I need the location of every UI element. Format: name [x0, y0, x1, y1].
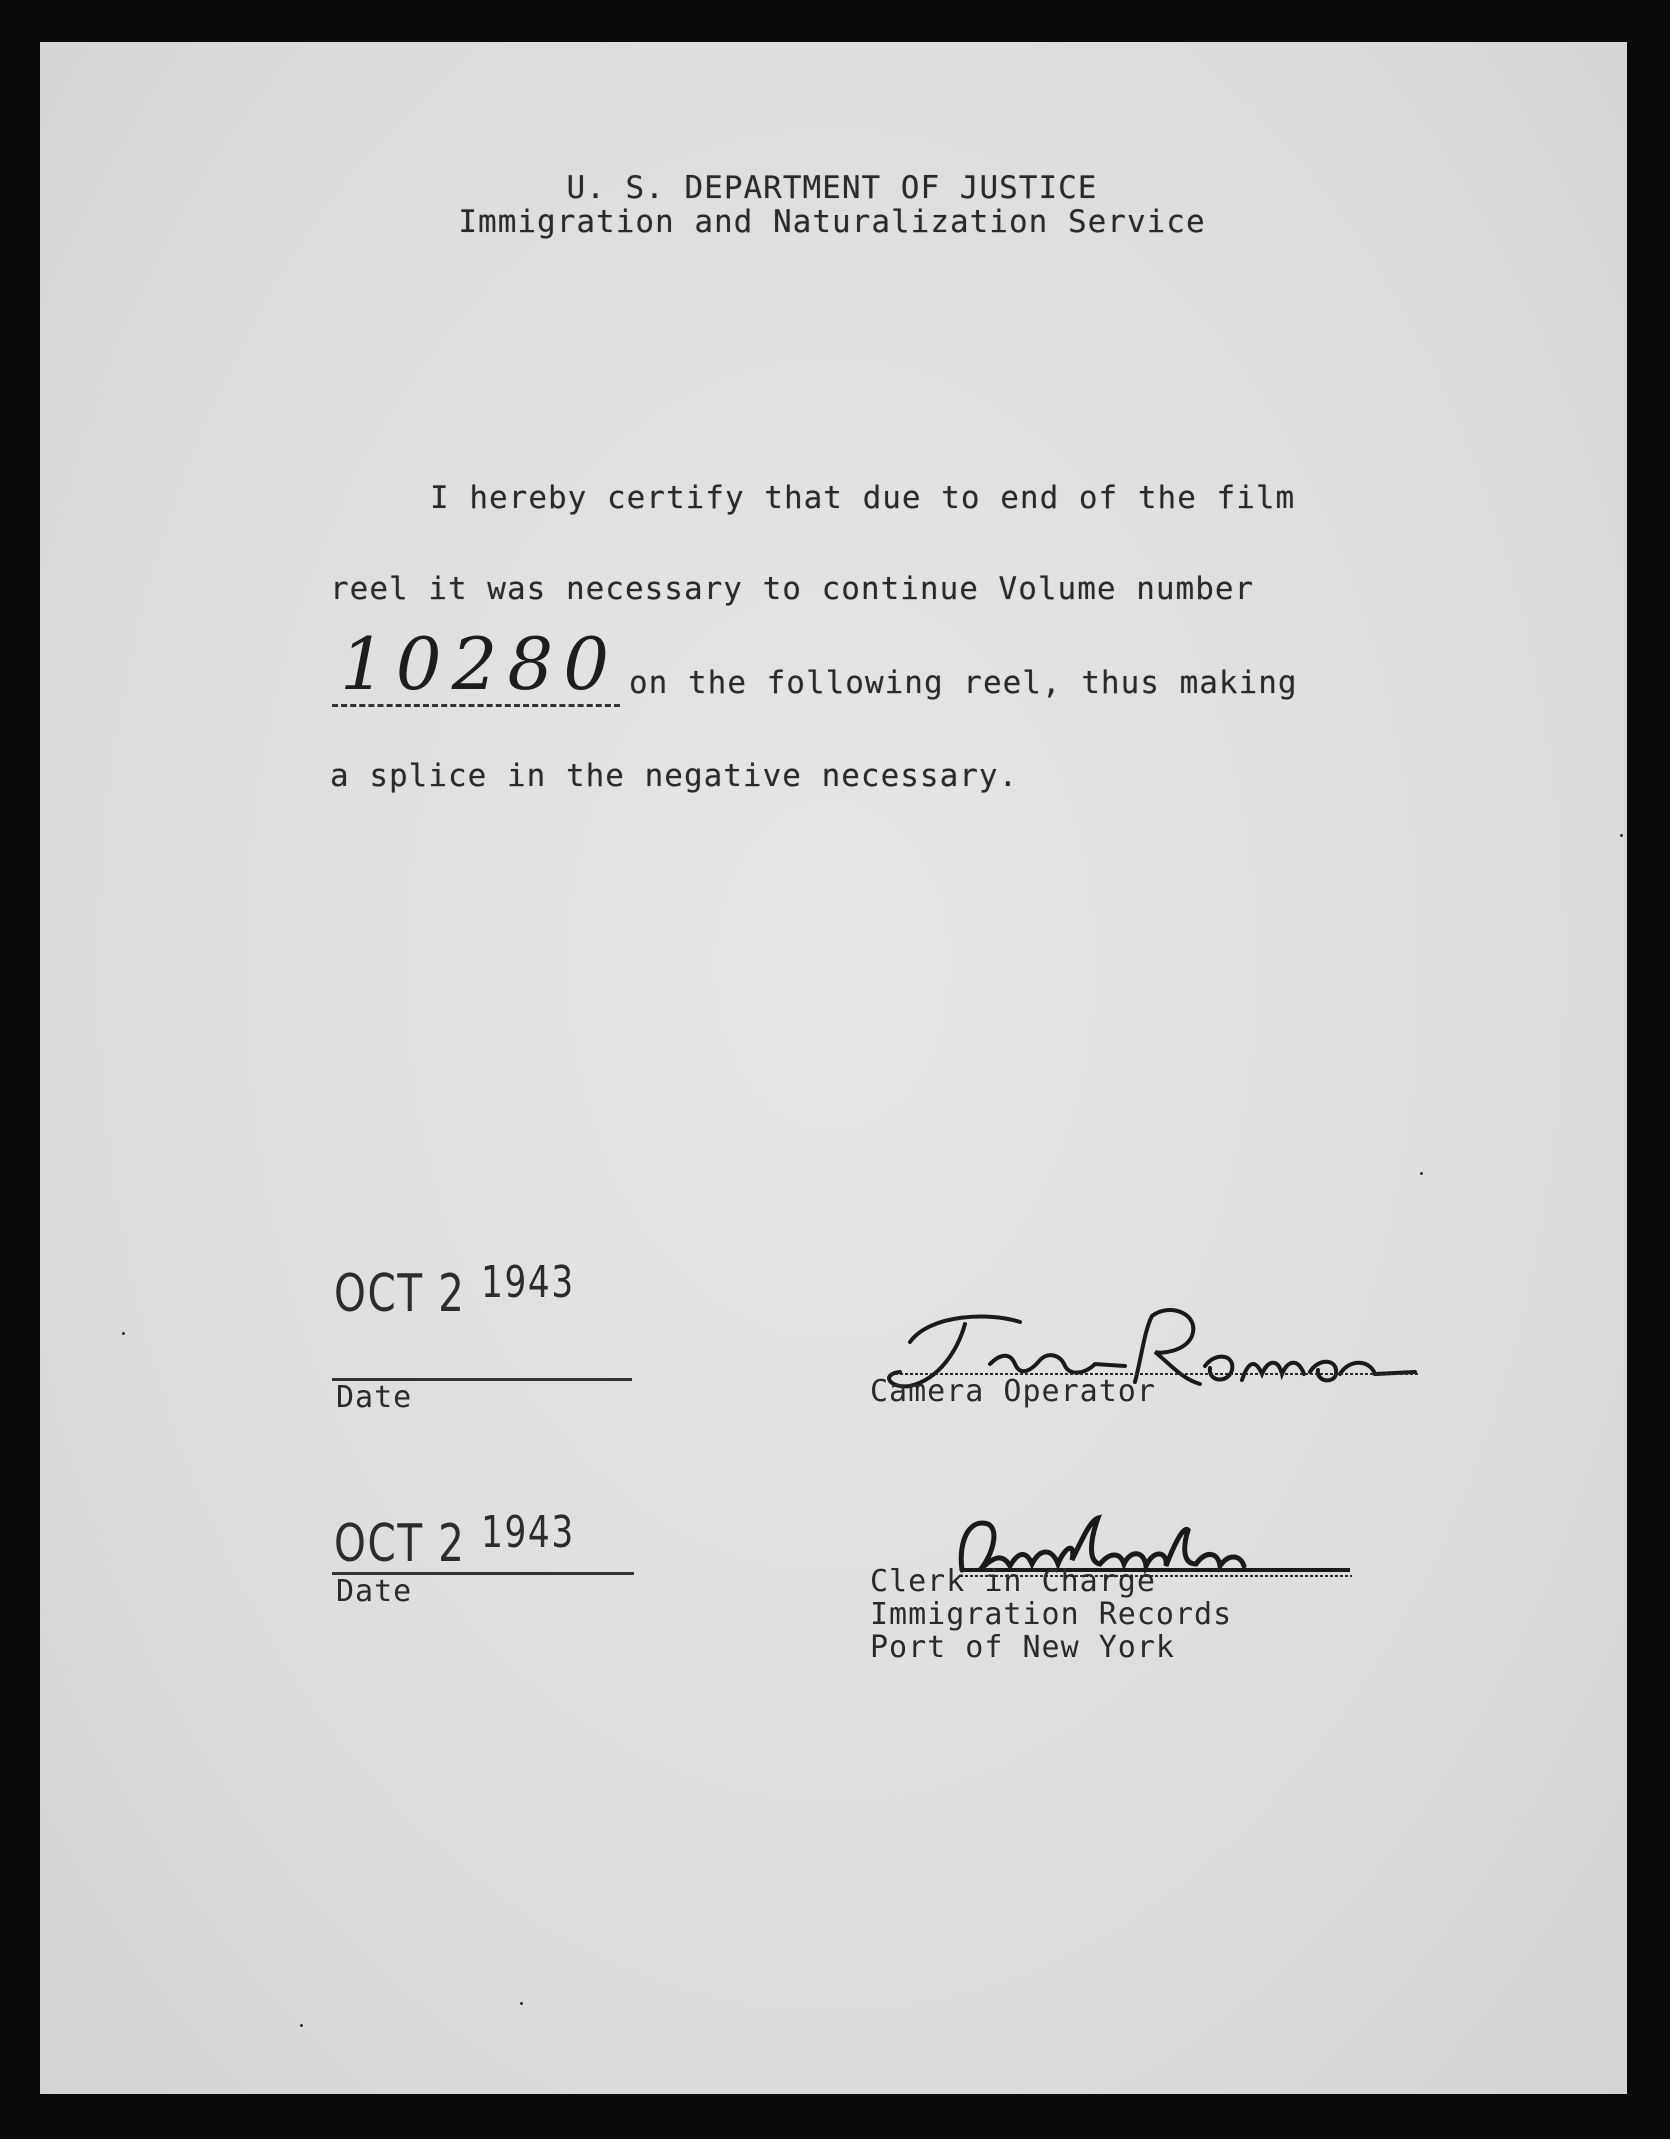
- certificate-line-4: a splice in the negative necessary.: [330, 758, 1019, 794]
- certificate-line-3: on the following reel, thus making: [629, 665, 1298, 701]
- date-stamp-2-month-day: OCT 2: [334, 1514, 466, 1574]
- clerk-title-line-2: Immigration Records: [870, 1597, 1233, 1632]
- scan-speck: [300, 2024, 303, 2027]
- volume-number-underline: [332, 704, 620, 707]
- date-stamp-1-year: 1943: [481, 1257, 575, 1308]
- scan-speck: [1420, 1172, 1423, 1175]
- date-stamp-1-month-day: OCT 2: [334, 1264, 466, 1324]
- certificate-line-1: I hereby certify that due to end of the film: [430, 480, 1296, 516]
- date-stamp-2: [334, 1507, 575, 1574]
- department-heading: U. S. DEPARTMENT OF JUSTICE: [566, 170, 1098, 206]
- certificate-line-2: reel it was necessary to continue Volume number: [330, 571, 1255, 607]
- service-subheading: Immigration and Naturalization Service: [458, 204, 1206, 240]
- date-stamp-2-year: 1943: [481, 1507, 575, 1558]
- date-2-label: Date: [336, 1574, 413, 1609]
- document-page: [40, 42, 1627, 2094]
- scan-speck: [122, 1332, 125, 1335]
- date-1-label: Date: [336, 1380, 413, 1415]
- scan-speck: [520, 2002, 523, 2005]
- clerk-title-line-1: Clerk in Charge: [870, 1564, 1156, 1599]
- clerk-title-line-3: Port of New York: [870, 1630, 1175, 1665]
- volume-number-handwritten: 10280: [340, 622, 620, 706]
- scan-speck: [1620, 834, 1623, 837]
- camera-operator-label: Camera Operator: [870, 1374, 1156, 1409]
- date-stamp-1: [334, 1257, 575, 1324]
